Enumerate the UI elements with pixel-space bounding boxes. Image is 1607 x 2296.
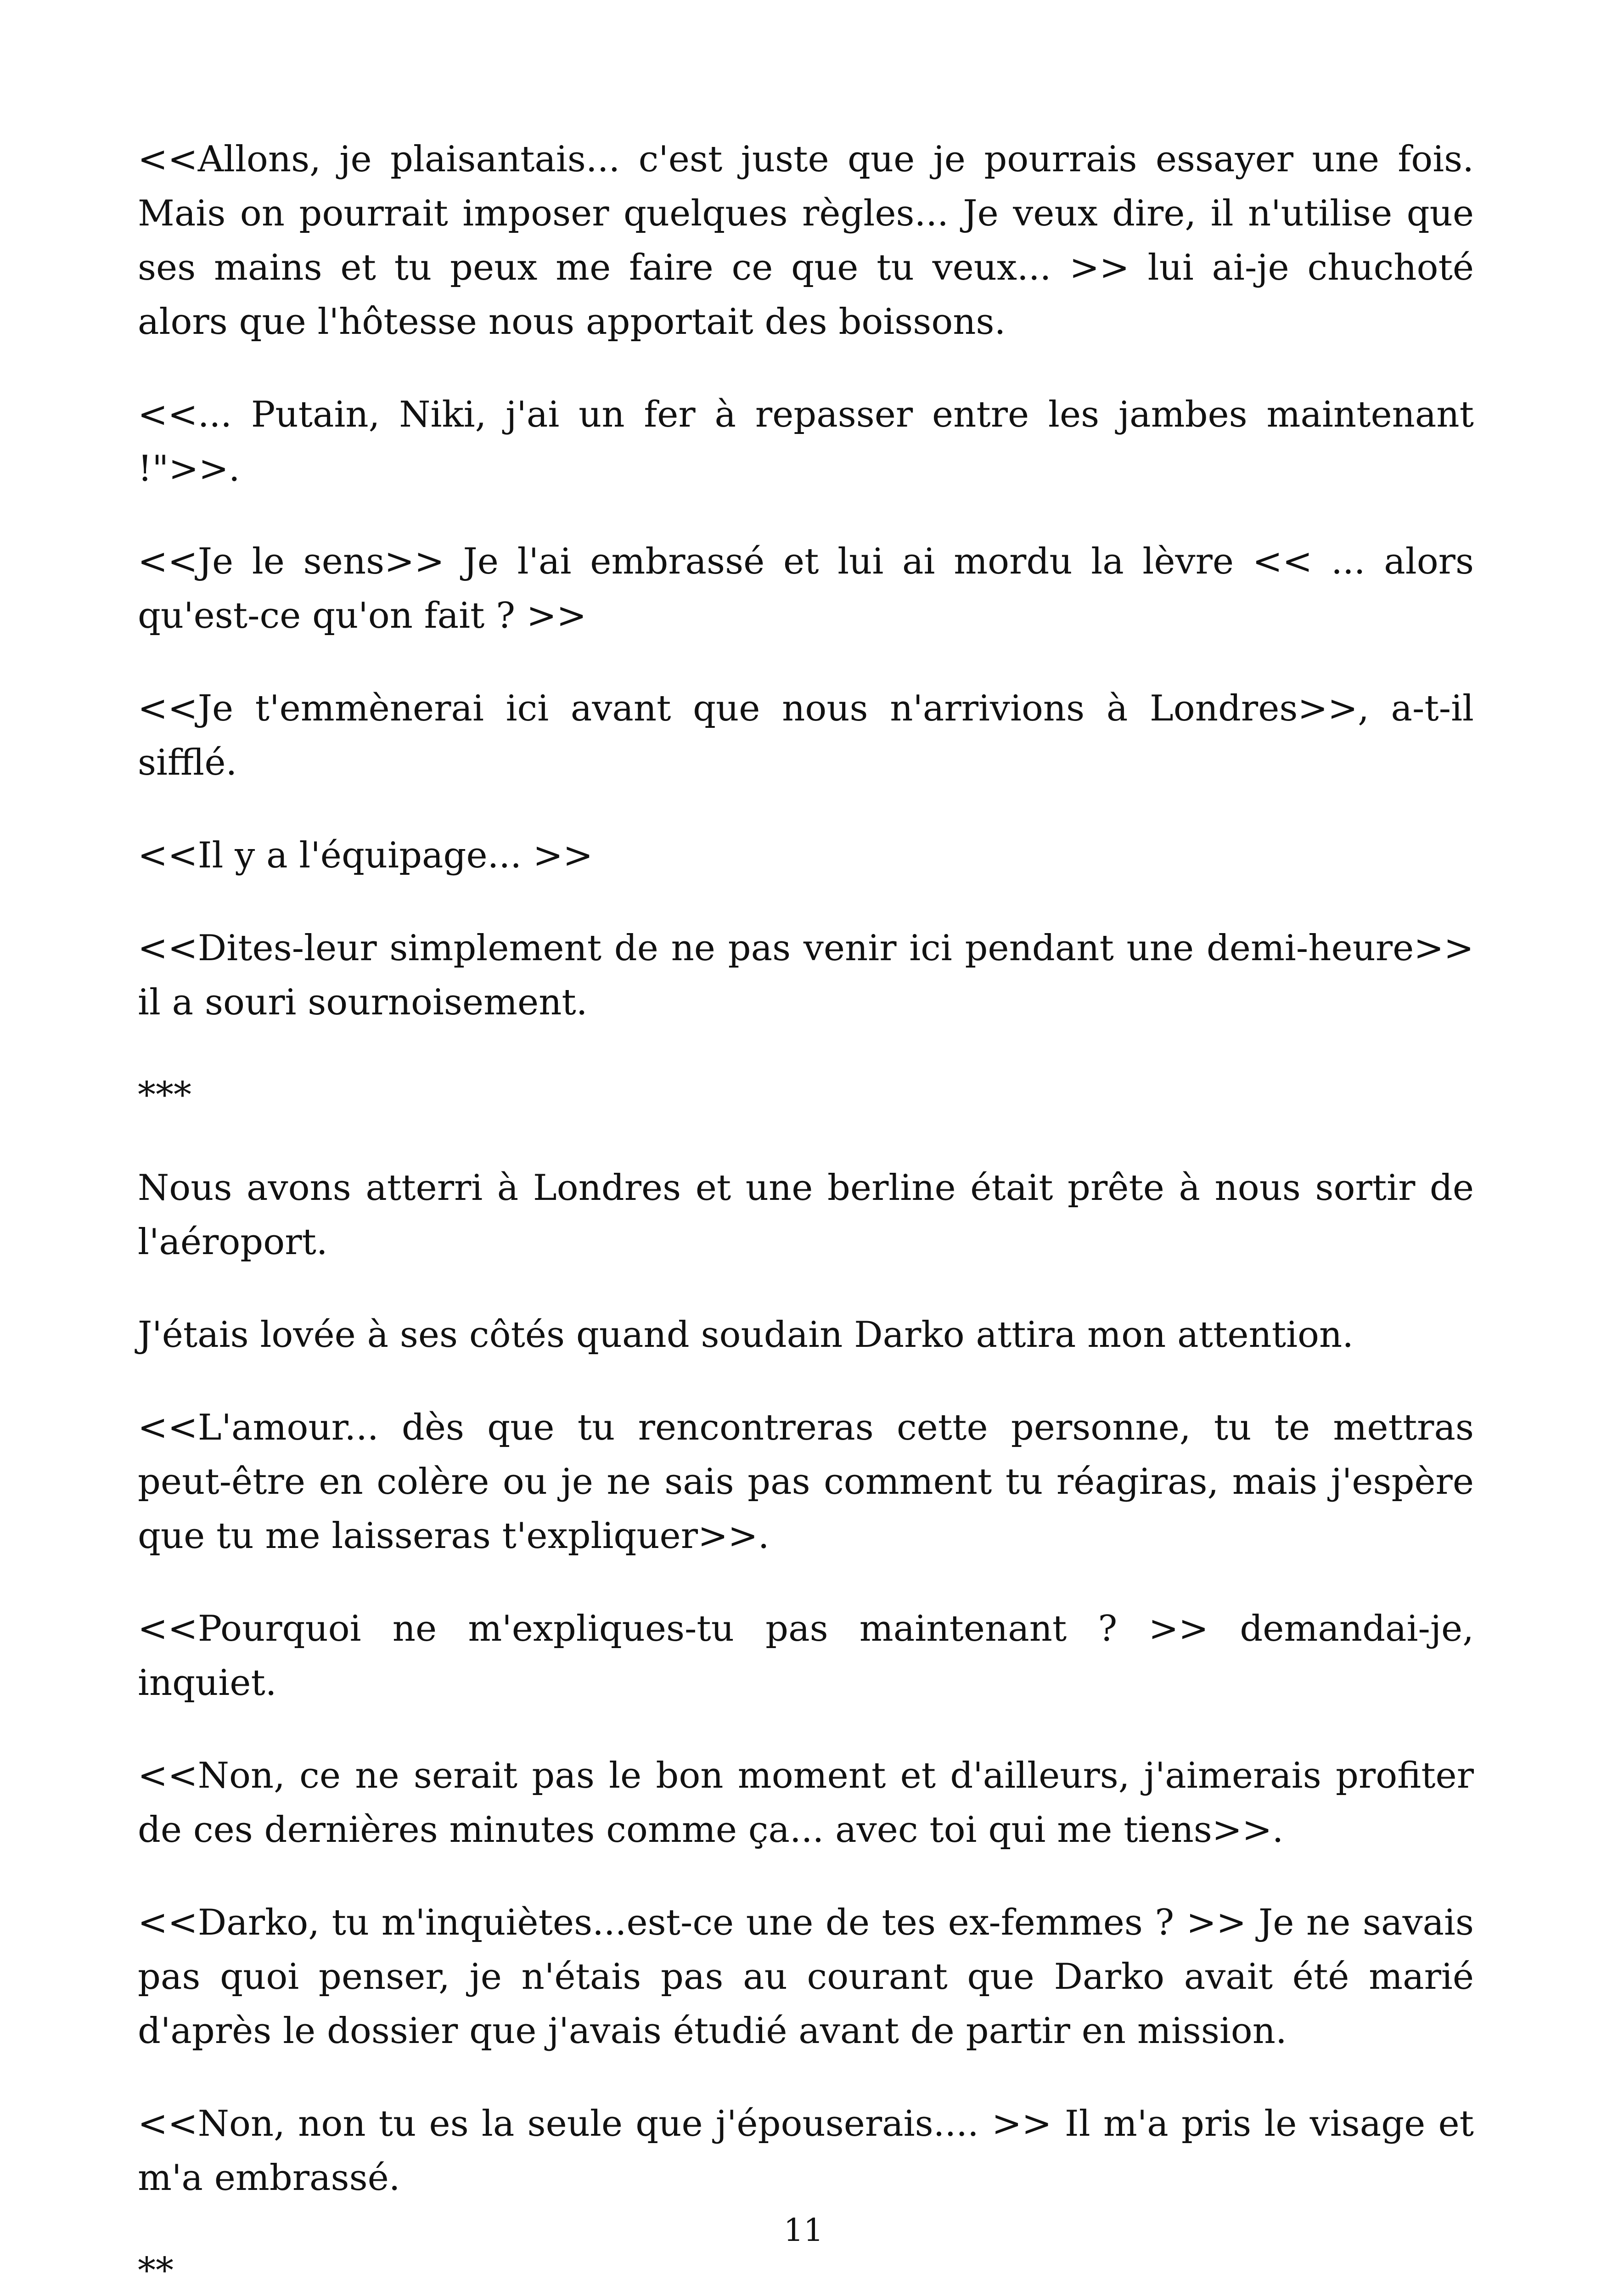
paragraph: <<Dites-leur simplement de ne pas venir ici pendant une demi-heure>> il a souri sournoisement. bbox=[138, 928, 1474, 1023]
paragraph: <<... Putain, Niki, j'ai un fer à repasser entre les jambes maintenant !">>. bbox=[138, 394, 1474, 490]
paragraph: <<Darko, tu m'inquiètes...est-ce une de tes ex-femmes ? >> Je ne savais pas quoi penser, je n'étais pas au courant que Darko avait été marié d'après le dossier que j'avais étudié avant de partir en mission. bbox=[138, 1902, 1474, 2052]
page-number: 11 bbox=[783, 2212, 824, 2249]
paragraph: <<Non, ce ne serait pas le bon moment et d'ailleurs, j'aimerais profiter de ces dernières minutes comme ça... avec toi qui me tiens>>. bbox=[138, 1755, 1474, 1851]
paragraph: <<Il y a l'équipage... >> bbox=[138, 835, 593, 876]
scene-break: *** bbox=[138, 1075, 191, 1116]
paragraph: J'étais lovée à ses côtés quand soudain Darko attira mon attention. bbox=[138, 1314, 1354, 1356]
paragraph: <<Non, non tu es la seule que j'épouserais.... >> Il m'a pris le visage et m'a embrassé. bbox=[138, 2103, 1474, 2199]
paragraph: <<L'amour... dès que tu rencontreras cette personne, tu te mettras peut-être en colère ou je ne sais pas comment tu réagiras, mais j'espère que tu me laisseras t'expliquer>>. bbox=[138, 1407, 1474, 1557]
body-text bbox=[138, 132, 1474, 2296]
paragraph: <<Je t'emmènerai ici avant que nous n'arrivions à Londres>>, a-t-il sifflé. bbox=[138, 688, 1474, 783]
paragraph: <<Allons, je plaisantais... c'est juste que je pourrais essayer une fois. Mais on pourrait imposer quelques règles... Je veux dire, il n'utilise que ses mains et tu peux me faire ce que tu veux... >> lui ai-je chuchoté alors que l'hôtesse nous apportait des boissons. bbox=[138, 139, 1474, 343]
paragraph: Nous avons atterri à Londres et une berline était prête à nous sortir de l'aéroport. bbox=[138, 1167, 1474, 1263]
paragraph: <<Je le sens>> Je l'ai embrassé et lui ai mordu la lèvre << ... alors qu'est-ce qu'on fait ? >> bbox=[138, 541, 1474, 636]
paragraph: <<Pourquoi ne m'expliques-tu pas maintenant ? >> demandai-je, inquiet. bbox=[138, 1608, 1474, 1704]
scene-break: ** bbox=[138, 2250, 174, 2291]
